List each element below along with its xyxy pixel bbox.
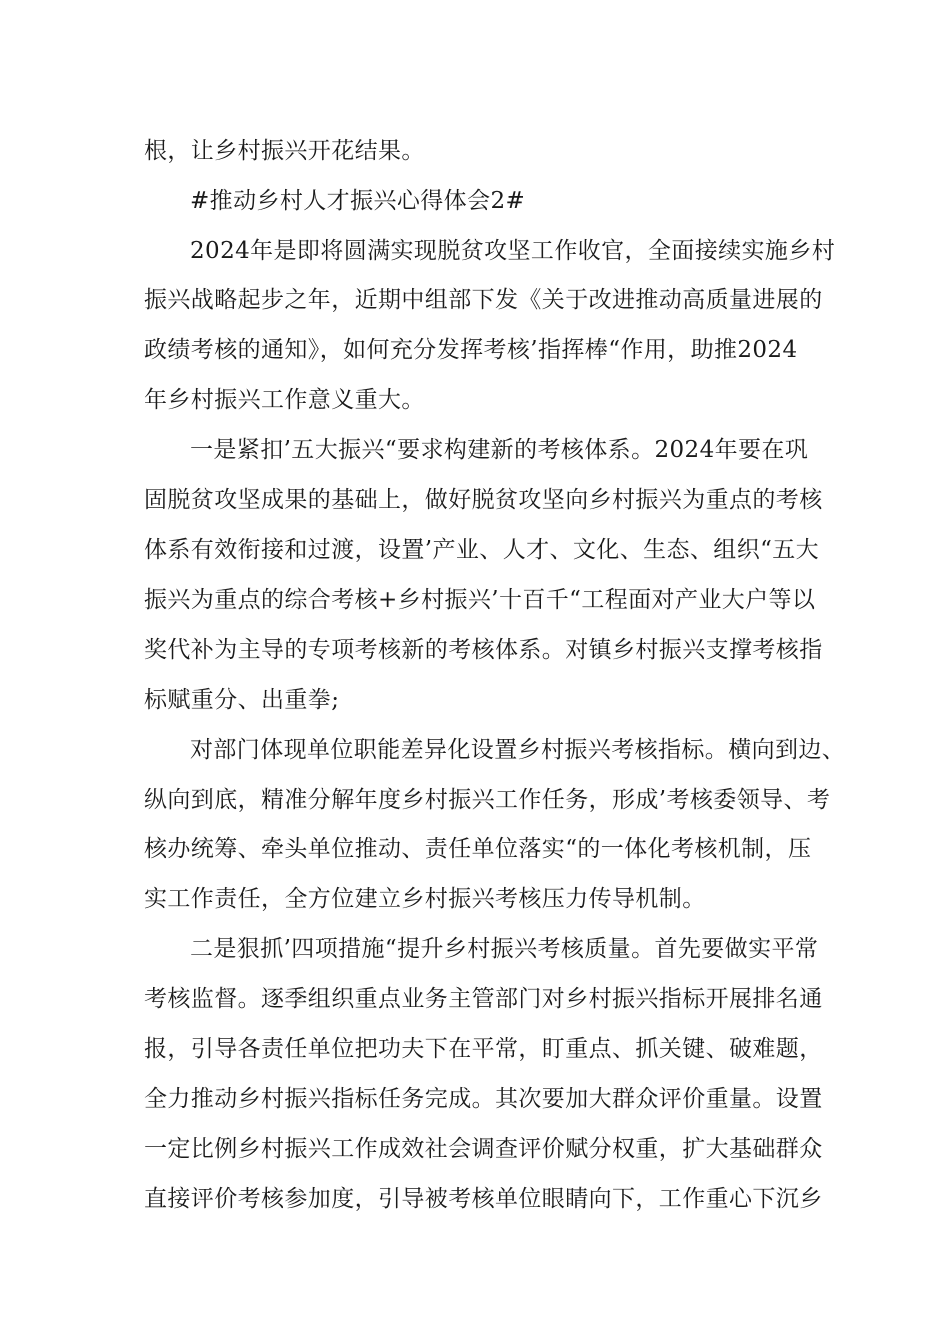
text-line-6: 年乡村振兴工作意义重大。 <box>144 387 425 413</box>
text-line-18: 考核监督。逐季组织重点业务主管部门对乡村振兴指标开展排名通 <box>144 986 823 1012</box>
text-line-19: 报，引导各责任单位把功夫下在平常，盯重点、抓关键、破难题， <box>144 1036 823 1062</box>
text-line-1: 根，让乡村振兴开花结果。 <box>144 138 425 164</box>
text-line-5: 政绩考核的通知》，如何充分发挥考核’指挥棒“作用，助推2024 <box>144 337 798 363</box>
text-line-21: 一定比例乡村振兴工作成效社会调查评价赋分权重，扩大基础群众 <box>144 1136 823 1162</box>
text-line-7: 一是紧扣’五大振兴“要求构建新的考核体系。2024年要在巩 <box>190 437 809 463</box>
text-line-9: 体系有效衔接和过渡，设置’产业、人才、文化、生态、组织“五大 <box>144 537 820 563</box>
text-line-10: 振兴为重点的综合考核+乡村振兴’十百千“工程面对产业大户等以 <box>144 587 816 613</box>
text-line-11: 奖代补为主导的专项考核新的考核体系。对镇乡村振兴支撑考核指 <box>144 637 823 663</box>
text-line-12: 标赋重分、出重拳; <box>144 687 340 713</box>
text-line-16: 实工作责任，全方位建立乡村振兴考核压力传导机制。 <box>144 886 706 912</box>
text-line-13: 对部门体现单位职能差异化设置乡村振兴考核指标。横向到边、 <box>190 737 846 763</box>
text-line-22: 直接评价考核参加度，引导被考核单位眼睛向下，工作重心下沉乡 <box>144 1186 823 1212</box>
text-line-20: 全力推动乡村振兴指标任务完成。其次要加大群众评价重量。设置 <box>144 1086 823 1112</box>
section-heading: #推动乡村人才振兴心得体会2# <box>190 188 526 214</box>
text-line-4: 振兴战略起步之年，近期中组部下发《关于改进推动高质量进展的 <box>144 287 823 313</box>
text-line-17: 二是狠抓’四项措施“提升乡村振兴考核质量。首先要做实平常 <box>190 936 819 962</box>
text-line-3: 2024年是即将圆满实现脱贫攻坚工作收官，全面接续实施乡村 <box>190 238 836 264</box>
text-line-14: 纵向到底，精准分解年度乡村振兴工作任务，形成’考核委领导、考 <box>144 787 831 813</box>
text-line-15: 核办统筹、牵头单位推动、责任单位落实“的一体化考核机制，压 <box>144 836 812 862</box>
text-line-8: 固脱贫攻坚成果的基础上，做好脱贫攻坚向乡村振兴为重点的考核 <box>144 487 823 513</box>
